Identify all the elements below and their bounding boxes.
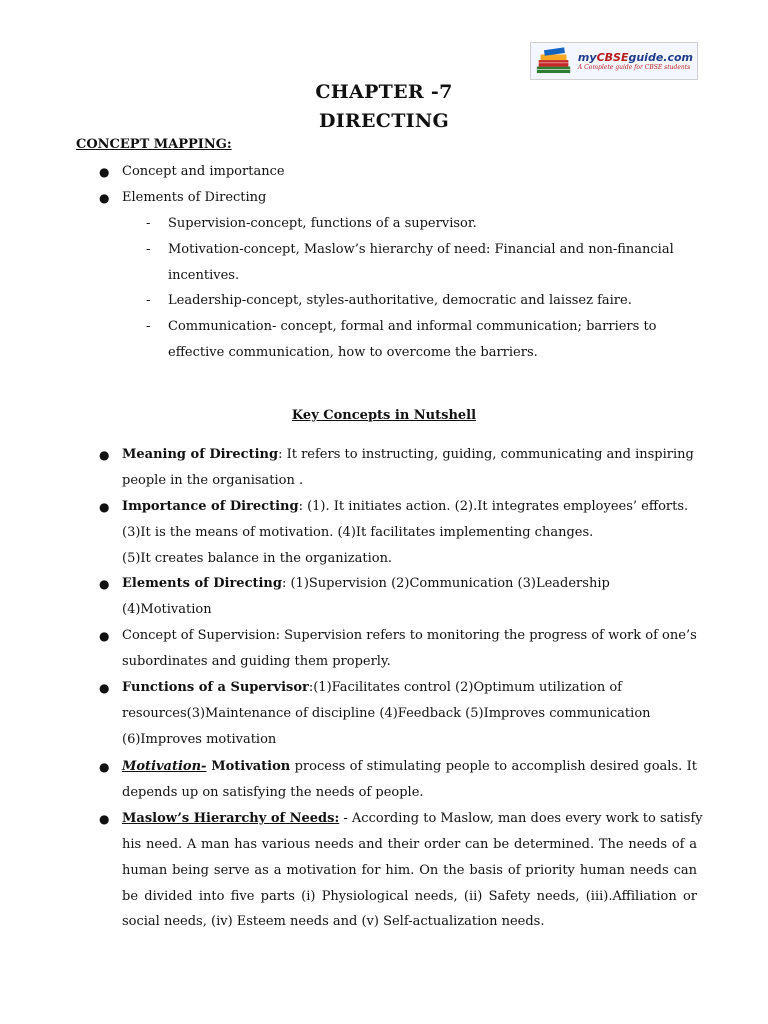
bullet-icon: ● [99,191,110,205]
bullet-icon: ● [99,448,110,462]
bullet-icon: ● [99,681,110,695]
bullet-icon: ● [99,500,110,514]
bullet-icon: ● [99,812,110,826]
key-concepts-heading: Key Concepts in Nutshell [291,408,477,423]
logo-tagline: A Complete guide for CBSE students [577,63,691,71]
books-icon [535,45,574,77]
chapter-number: CHAPTER -7 [315,81,453,103]
concept-mapping-heading: CONCEPT MAPPING: [76,137,232,152]
bullet-icon: ● [99,165,110,179]
bullet-icon: ● [99,577,110,591]
chapter-title: DIRECTING [318,110,450,132]
logo-brand: myCBSEguide.com [577,50,693,64]
mycbseguide-logo [530,42,698,80]
bullet-icon: ● [99,629,110,643]
bullet-icon: ● [99,760,110,774]
